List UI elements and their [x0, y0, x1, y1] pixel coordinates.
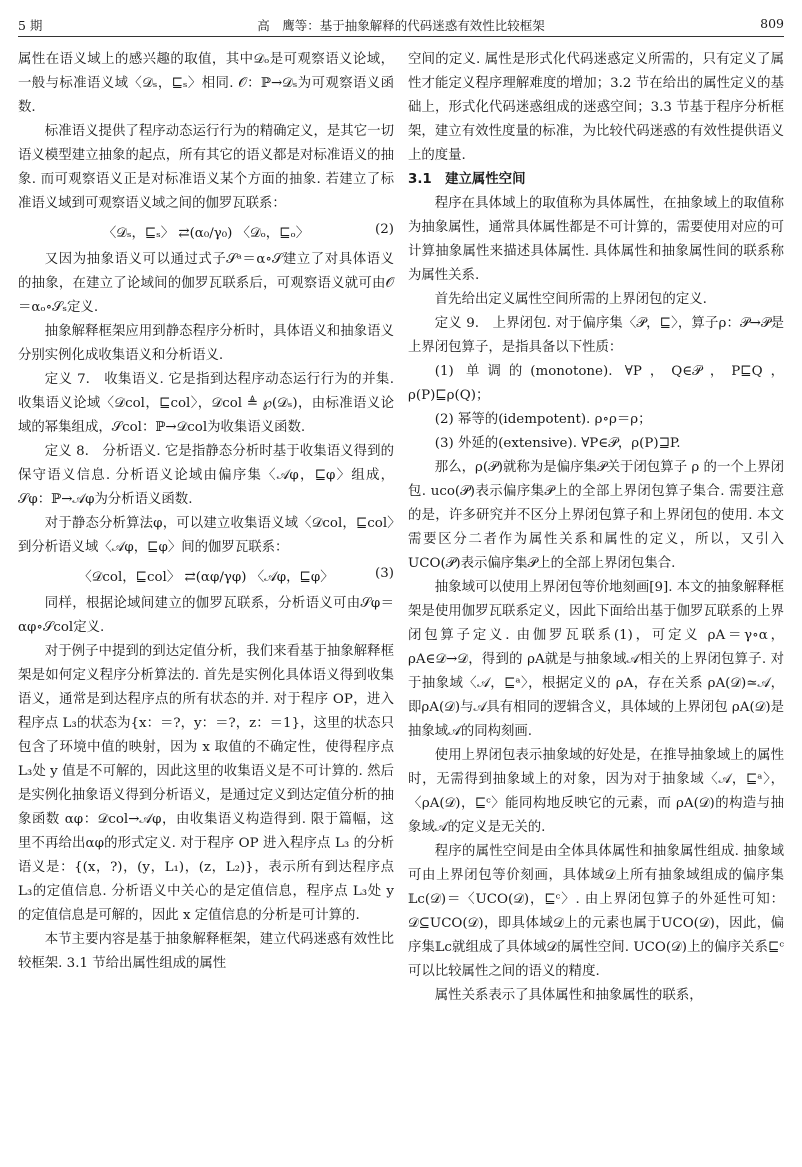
- issue-number: 5 期: [18, 18, 43, 33]
- paragraph: 使用上界闭包表示抽象域的好处是，在推导抽象域上的属性时，无需得到抽象域上的对象，因为对于抽象域〈𝒜，⊑ᵃ〉，〈ρA(𝒟)，⊑ᶜ〉能同构地反映它的元素，而 ρA(𝒟)的构造与抽象域𝒜的定义是无关的.: [408, 748, 784, 835]
- equation-number: (3): [375, 566, 394, 581]
- definition-8: 定义 8. 分析语义. 它是指静态分析时基于收集语义得到的保守语义信息. 分析语义论域由偏序集〈𝒜φ，⊑φ〉组成，𝒮φ：ℙ→𝒜φ为分析语义函数.: [18, 444, 394, 507]
- equation-number: (2): [375, 222, 394, 237]
- section-title: 3.1 建立属性空间: [408, 172, 526, 187]
- paragraph: 又因为抽象语义可以通过式子𝒮ᵃ＝α∘𝒮建立了对具体语义的抽象，在建立了论域间的伽罗瓦联系后，可观察语义就可由𝒪＝αₒ∘𝒮ₛ定义.: [18, 252, 394, 315]
- paragraph: 属性在语义域上的感兴趣的取值，其中𝒟ₒ是可观察语义论域，一般与标准语义域〈𝒟ₛ，⊑ₛ〉相同. 𝒪：ℙ→𝒟ₛ为可观察语义函数.: [18, 52, 394, 115]
- paragraph: 程序的属性空间是由全体具体属性和抽象属性组成. 抽象域可由上界闭包等价刻画，具体域𝒟上所有抽象域组成的偏序集𝕃c(𝒟)＝〈UCO(𝒟)，⊑ᶜ〉. 由上界闭包算子的外延性可知：𝒟⊆UCO(𝒟)，即具体域𝒟上的元素也属于UCO(𝒟)，因此，偏序集𝕃c就组成了具体域𝒟的属性空间. UCO(𝒟)上的偏序关系⊑ᶜ可以比较属性之间的语义的精度.: [408, 844, 784, 979]
- paragraph: 对于例子中提到的到达定值分析，我们来看基于抽象解释框架是如何定义程序分析算法的. 首先是实例化具体语义得到收集语义，通常是到达程序点的所有状态的并. 对于程序 OP，进入程序点 L₃的状态为{x：＝?，y：＝?，z：＝1}，这里的状态只包含了环境中值的映射，因为 x 取值的不确定性，使得程序点 L₃处 y 值是不可解的，因此这里的收集语义是不可计算的. 然后是实例化抽象语义得到分析语义，是通过定义到达定值分析的抽象函数 αφ：𝒟col→𝒜φ，由收集语义构造得到. 限于篇幅，这里不再给出αφ的形式定义. 对于程序 OP 进入程序点 L₃ 的分析语义是：{(x，?)，(y，L₁)，(z，L₂)}，表示所有到达程序点 L₃的定值信息. 分析语义中关心的是定值信息，程序点 L₃处 y 的定值信息是可解的，因此 x 定值信息的分析是可计算的.: [18, 644, 399, 923]
- definition-7: 定义 7. 收集语义. 它是指到达程序动态运行行为的并集. 收集语义论域〈𝒟col，⊑col〉，𝒟col ≜ ℘(𝒟ₛ)，由标准语义论域的幂集组成，𝒮col：ℙ→𝒟col为收集语义函数.: [18, 372, 399, 435]
- property-item: (1) 单调的(monotone). ∀P，Q∈𝒫，P⊑Q，ρ(P)⊑ρ(Q)；: [408, 364, 784, 403]
- paragraph: 同样，根据论域间建立的伽罗瓦联系，分析语义可由𝒮φ＝αφ∘𝒮col定义.: [18, 596, 394, 635]
- paragraph: 空间的定义. 属性是形式化代码迷惑定义所需的，只有定义了属性才能定义程序理解难度的增加；3.2 节在给出的属性定义的基础上，形式化代码迷惑组成的迷惑空间；3.3 节基于程序分析框架，建立有效性度量的标准，为比较代码迷惑的有效性提供语义上的度量.: [408, 52, 784, 163]
- page-number: 809: [760, 16, 784, 31]
- paragraph: 本节主要内容是基于抽象解释框架，建立代码迷惑有效性比较框架. 3.1 节给出属性组成的属性: [18, 932, 394, 971]
- paragraph: 属性关系表示了具体属性和抽象属性的联系，: [434, 988, 703, 1003]
- paragraph: 首先给出定义属性空间所需的上界闭包的定义.: [434, 292, 707, 307]
- property-item: (3) 外延的(extensive). ∀P∈𝒫，ρ(P)⊒P.: [434, 436, 681, 451]
- definition-9: 定义 9. 上界闭包. 对于偏序集〈𝒫，⊑〉，算子ρ：𝒫→𝒫是上界闭包算子，是指具备以下性质：: [408, 316, 784, 355]
- paragraph: 标准语义提供了程序动态运行行为的精确定义，是其它一切语义模型建立抽象的起点，所有其它的语义都是对标准语义的抽象. 而可观察语义正是对标准语义某个方面的抽象. 若建立了标准语义域到可观察语义域之间的伽罗瓦联系：: [18, 124, 394, 211]
- equation-2: [18, 216, 394, 248]
- paragraph: 对于静态分析算法φ，可以建立收集语义域〈𝒟col，⊑col〉到分析语义域〈𝒜φ，⊑φ〉间的伽罗瓦联系：: [18, 516, 394, 555]
- paragraph: 抽象域可以使用上界闭包等价地刻画[9]. 本文的抽象解释框架是使用伽罗瓦联系定义，因此下面给出基于伽罗瓦联系的上界闭包算子定义. 由伽罗瓦联系(1)，可定义 ρA＝γ∘α，ρA∈𝒟→𝒟，得到的 ρA就是与抽象域𝒜相关的上界闭包算子. 对于抽象域〈𝒜，⊑ᵃ〉，根据定义的 ρA，存在关系 ρA(𝒟)≃𝒜，即ρA(𝒟)与𝒜具有相同的逻辑含义，具体域的上界闭包 ρA(𝒟)是抽象域𝒜的同构刻画.: [408, 580, 784, 739]
- right-column: [408, 48, 784, 1008]
- paragraph: 那么，ρ(𝒫)就称为是偏序集𝒫关于闭包算子 ρ 的一个上界闭包. uco(𝒫)表示偏序集𝒫上的全部上界闭包算子集合. 需要注意的是，许多研究并不区分上界闭包算子和上界闭包的使用. 本文需要区分二者作为属性关系和属性的定义，所以，又引入UCO(𝒫)表示偏序集𝒫上的全部上界闭包集合.: [408, 460, 784, 571]
- paragraph: 程序在具体域上的取值称为具体属性，在抽象域上的取值称为抽象属性，通常具体属性都是不可计算的，需要使用对应的可计算抽象属性来描述具体属性. 具体属性和抽象属性间的联系称为属性关系.: [408, 196, 784, 283]
- equation-body: 〈𝒟ₛ，⊑ₛ〉 ⇄(α₀/γ₀) 〈𝒟ₒ，⊑ₒ〉: [102, 226, 310, 241]
- left-column: [18, 48, 399, 976]
- equation-body: 〈𝒟col，⊑col〉 ⇄(αφ/γφ) 〈𝒜φ，⊑φ〉: [78, 570, 334, 585]
- property-item: (2) 幂等的(idempotent). ρ∘ρ＝ρ；: [434, 412, 652, 427]
- running-title: 高 鹰等：基于抽象解释的代码迷惑有效性比较框架: [257, 18, 545, 33]
- running-header: [18, 12, 784, 37]
- equation-3: [18, 560, 394, 592]
- paragraph: 抽象解释框架应用到静态程序分析时，具体语义和抽象语义分别实例化成收集语义和分析语义.: [18, 324, 394, 363]
